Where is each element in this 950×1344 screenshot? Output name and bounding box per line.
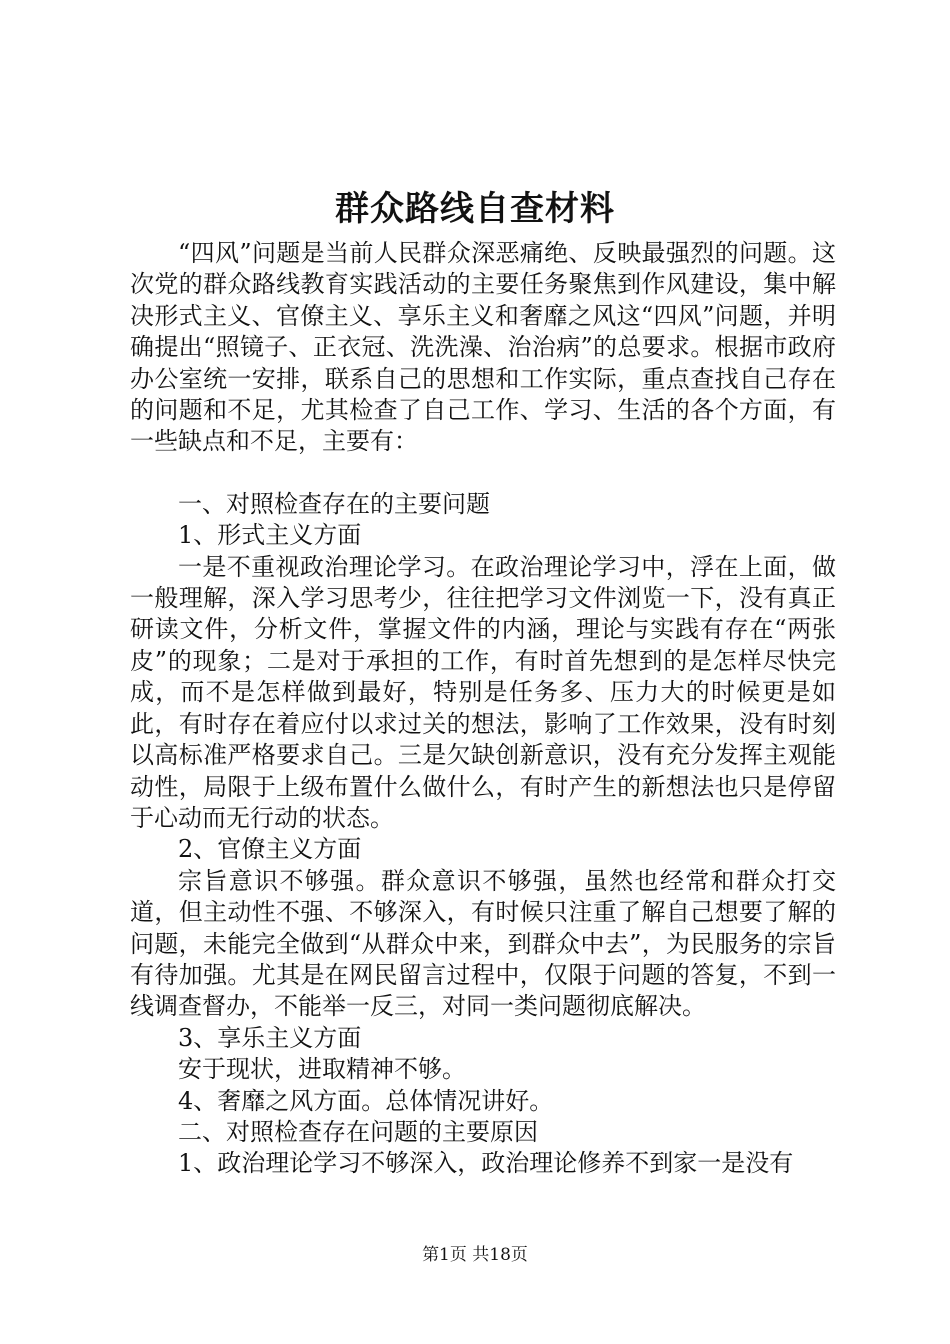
- section-heading-1: 一、对照检查存在的主要问题: [178, 489, 490, 518]
- paragraph-cause-1: 1、政治理论学习不够深入，政治理论修养不到家一是没有: [178, 1149, 794, 1178]
- paragraph-intro: “四风”问题是当前人民群众深恶痛绝、反映最强烈的问题。这次党的群众路线教育实践活动的主要任务聚焦到作风建设，集中解决形式主义、官僚主义、享乐主义和奢靡之风这“四风”问题，并明确提出“照镜子、正衣冠、洗洗澡、治治病”的总要求。根据市政府办公室统一安排，联系自己的思想和工作实际，重点查找自己存在的问题和不足，尤其检查了自己工作、学习、生活的各个方面，有一些缺点和不足，主要有：: [130, 239, 836, 456]
- document-title: 群众路线自查材料: [335, 189, 615, 229]
- paragraph-extravagance: 4、奢靡之风方面。总体情况讲好。: [178, 1086, 554, 1115]
- document-body: [130, 238, 836, 1180]
- paragraph-bureaucracy: 宗旨意识不够强。群众意识不够强，虽然也经常和群众打交道，但主动性不强、不够深入，有时候只注重了解自己想要了解的问题，未能完全做到“从群众中来，到群众中去”，为民服务的宗旨有待加强。尤其是在网民留言过程中，仅限于问题的答复，不到一线调查督办，不能举一反三，对同一类问题彻底解决。: [130, 866, 836, 1021]
- subsection-heading-hedonism: 3、享乐主义方面: [178, 1023, 362, 1052]
- section-heading-2: 二、对照检查存在问题的主要原因: [178, 1117, 538, 1146]
- paragraph-hedonism: 安于现状，进取精神不够。: [178, 1055, 466, 1084]
- subsection-heading-formalism: 1、形式主义方面: [178, 521, 362, 550]
- page-footer: 第1页 共18页: [422, 1245, 528, 1265]
- subsection-heading-bureaucracy: 2、官僚主义方面: [178, 835, 362, 864]
- paragraph-formalism: 一是不重视政治理论学习。在政治理论学习中，浮在上面，做一般理解，深入学习思考少，往往把学习文件浏览一下，没有真正研读文件，分析文件，掌握文件的内涵，理论与实践有存在“两张皮”的现象；二是对于承担的工作，有时首先想到的是怎样尽快完成，而不是怎样做到最好，特别是任务多、压力大的时候更是如此，有时存在着应付以求过关的想法，影响了工作效果，没有时刻以高标准严格要求自己。三是欠缺创新意识，没有充分发挥主观能动性，局限于上级布置什么做什么，有时产生的新想法也只是停留于心动而无行动的状态。: [130, 552, 836, 832]
